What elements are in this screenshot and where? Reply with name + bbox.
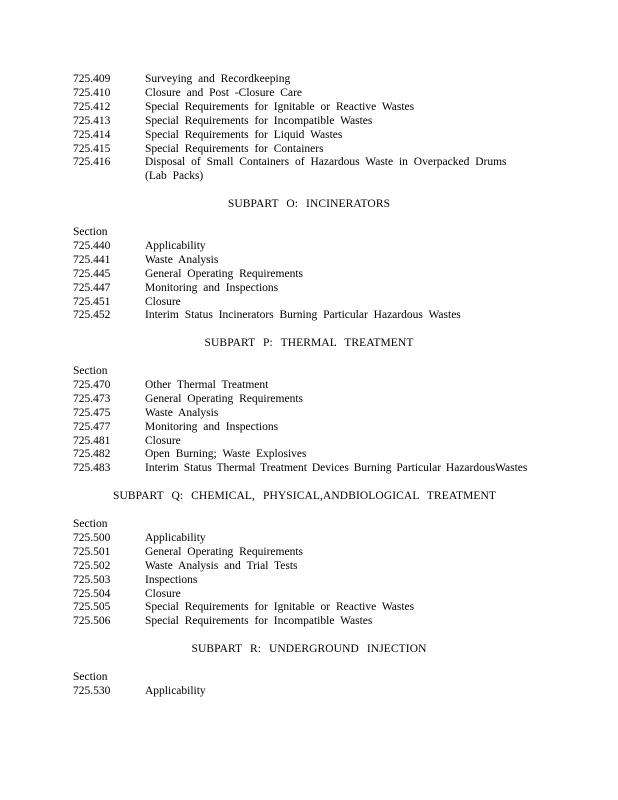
section-number: 725.415 (73, 142, 111, 155)
section-title: Applicability (145, 684, 206, 697)
section-title: Special Requirements for Ignitable or Reactive Wastes (145, 100, 415, 113)
list-item (73, 143, 533, 157)
section-number: 725.470 (73, 378, 111, 391)
section-title: Special Requirements for Ignitable or Reactive Wastes (145, 601, 415, 614)
list-item (73, 282, 533, 296)
section-number: 725.506 (73, 615, 111, 628)
section-number: 725.481 (73, 434, 111, 447)
subpart-r-heading: SUBPART R: UNDERGROUND INJECTION (191, 643, 427, 655)
list-item (73, 435, 533, 449)
section-title: Other Thermal Treatment (145, 378, 269, 391)
list-item (73, 615, 533, 629)
list-item (73, 421, 533, 435)
section-list-subpart-r (73, 671, 533, 699)
section-title: Waste Analysis (145, 406, 219, 419)
subpart-q-heading: SUBPART Q: CHEMICAL, PHYSICAL,ANDBIOLOGICAL TREATMENT (113, 490, 497, 502)
section-number: 725.501 (73, 545, 111, 558)
list-item (73, 462, 533, 476)
list-item (73, 156, 533, 184)
section-title: Monitoring and Inspections (145, 281, 279, 294)
section-title: Monitoring and Inspections (145, 420, 279, 433)
list-item (73, 393, 533, 407)
section-title: Special Requirements for Containers (145, 142, 324, 155)
list-item (73, 379, 533, 393)
section-number: 725.500 (73, 531, 111, 544)
section-list-subpart-o (73, 226, 533, 323)
section-title: Disposal of Small Containers of Hazardous Waste in Overpacked Drums (Lab Packs) (145, 156, 507, 183)
section-title: Waste Analysis and Trial Tests (145, 559, 298, 572)
section-title: Closure and Post -Closure Care (145, 86, 303, 99)
section-number: 725.483 (73, 462, 111, 475)
section-title: General Operating Requirements (145, 545, 303, 558)
section-number: 725.530 (73, 684, 111, 697)
section-number: 725.441 (73, 253, 111, 266)
section-number: 725.414 (73, 128, 111, 141)
section-number: 725.440 (73, 239, 111, 252)
section-number: 725.410 (73, 86, 111, 99)
section-title: Open Burning; Waste Explosives (145, 448, 307, 461)
list-item (73, 532, 533, 546)
section-number: 725.482 (73, 448, 111, 461)
subpart-o-heading: SUBPART O: INCINERATORS (227, 198, 391, 210)
section-list-subpart-q (73, 518, 533, 629)
list-item (73, 601, 533, 615)
list-item (73, 588, 533, 602)
list-item (73, 129, 533, 143)
list-item (73, 309, 533, 323)
list-item (73, 268, 533, 282)
section-title: Special Requirements for Incompatible Wastes (145, 615, 373, 628)
section-number: 725.505 (73, 601, 111, 614)
section-number: 725.445 (73, 267, 111, 280)
list-item (73, 407, 533, 421)
section-number: 725.452 (73, 309, 111, 322)
list-item (73, 240, 533, 254)
section-title: Closure (145, 587, 181, 600)
list-item (73, 87, 533, 101)
list-item (73, 115, 533, 129)
list-item (73, 574, 533, 588)
section-number: 725.503 (73, 573, 111, 586)
section-title: Interim Status Incinerators Burning Particular Hazardous Wastes (145, 309, 461, 322)
list-item (73, 685, 533, 699)
section-title: Surveying and Recordkeeping (145, 73, 291, 85)
section-label: Section (73, 226, 108, 238)
section-number: 725.409 (73, 73, 111, 85)
section-title: Waste Analysis (145, 253, 219, 266)
section-label: Section (73, 671, 108, 683)
section-title: Special Requirements for Liquid Wastes (145, 128, 343, 141)
list-item (73, 73, 533, 87)
section-title: Applicability (145, 239, 206, 252)
section-title: General Operating Requirements (145, 392, 303, 405)
section-number: 725.447 (73, 281, 111, 294)
section-number: 725.475 (73, 406, 111, 419)
section-number: 725.502 (73, 559, 111, 572)
list-item (73, 448, 533, 462)
section-title: Special Requirements for Incompatible Wastes (145, 114, 373, 127)
list-item (73, 546, 533, 560)
section-number: 725.413 (73, 114, 111, 127)
section-label: Section (73, 365, 108, 377)
section-list-subpart-n (73, 73, 533, 184)
list-item (73, 296, 533, 310)
list-item (73, 101, 533, 115)
section-list-subpart-p (73, 365, 533, 476)
section-number: 725.416 (73, 156, 111, 169)
section-title: General Operating Requirements (145, 267, 303, 280)
section-title: Applicability (145, 531, 206, 544)
section-title: Closure (145, 434, 181, 447)
subpart-p-heading: SUBPART P: THERMAL TREATMENT (204, 337, 414, 349)
section-title: Inspections (145, 573, 198, 586)
section-number: 725.477 (73, 420, 111, 433)
section-number: 725.412 (73, 100, 111, 113)
section-title: Closure (145, 295, 181, 308)
list-item (73, 560, 533, 574)
section-title: Interim Status Thermal Treatment Devices Burning Particular HazardousWastes (145, 462, 528, 475)
section-number: 725.451 (73, 295, 111, 308)
section-label: Section (73, 518, 108, 530)
section-number: 725.473 (73, 392, 111, 405)
section-number: 725.504 (73, 587, 111, 600)
list-item (73, 254, 533, 268)
